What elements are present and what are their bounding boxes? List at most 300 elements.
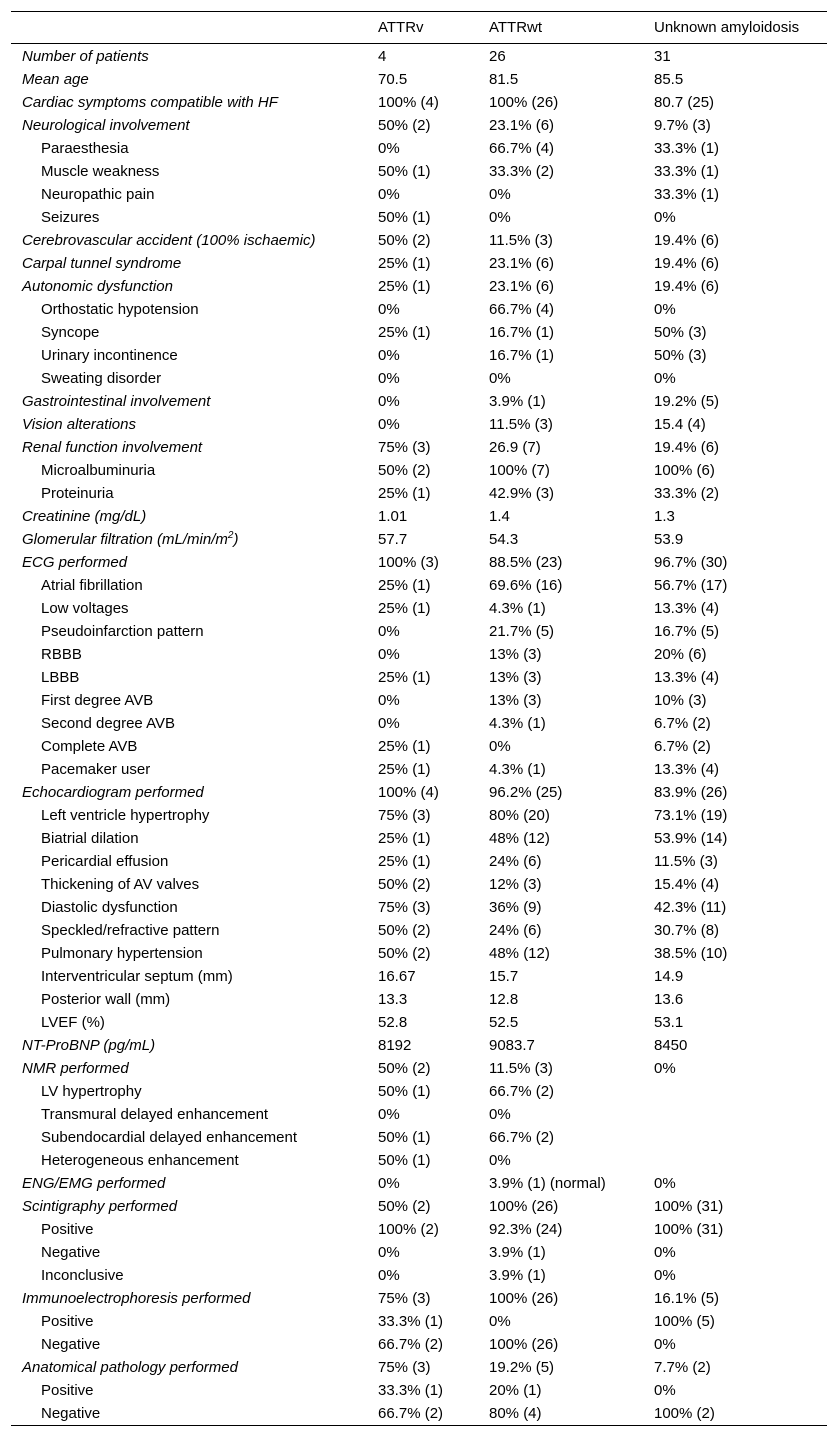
table-row (11, 1103, 827, 1126)
cell-attrwt: 36% (9) (489, 899, 542, 916)
row-label (11, 482, 378, 505)
row-label (11, 1218, 378, 1241)
row-label-text: Cardiac symptoms compatible with HF (22, 94, 278, 111)
cell-attrv: 100% (2) (378, 1221, 439, 1238)
row-label (11, 367, 378, 390)
table-row (11, 1241, 827, 1264)
cell-unknown-amyloidosis: 50% (3) (654, 324, 707, 341)
cell-attrv: 50% (2) (378, 1060, 431, 1077)
cell-attrv: 66.7% (2) (378, 1336, 444, 1353)
row-label-text: Pseudoinfarction pattern (41, 623, 204, 640)
row-label (11, 643, 378, 666)
row-label (11, 942, 378, 965)
cell-unknown-amyloidosis: 85.5 (654, 71, 684, 88)
table-row (11, 666, 827, 689)
cell-attrv: 100% (3) (378, 554, 439, 571)
cell-attrwt: 24% (6) (489, 922, 542, 939)
cell-attrv: 0% (378, 623, 400, 640)
cell-unknown-amyloidosis: 15.4 (4) (654, 416, 706, 433)
row-label (11, 114, 378, 137)
table-row (11, 1057, 827, 1080)
cell-attrwt: 4.3% (1) (489, 600, 546, 617)
cell-unknown-amyloidosis: 6.7% (2) (654, 715, 711, 732)
table-row (11, 91, 827, 114)
row-label-text: RBBB (41, 646, 82, 663)
row-label (11, 160, 378, 183)
cell-attrv: 25% (1) (378, 324, 431, 341)
table-row (11, 1379, 827, 1402)
cell-unknown-amyloidosis: 0% (654, 301, 676, 318)
cell-attrwt: 23.1% (6) (489, 117, 555, 134)
row-label (11, 1310, 378, 1333)
row-label-text: Number of patients (22, 48, 149, 65)
cell-attrwt: 23.1% (6) (489, 278, 555, 295)
cell-attrwt: 12.8 (489, 991, 519, 1008)
cell-unknown-amyloidosis: 30.7% (8) (654, 922, 720, 939)
cell-attrv: 25% (1) (378, 669, 431, 686)
cell-attrv: 100% (4) (378, 784, 439, 801)
row-label-text: Carpal tunnel syndrome (22, 255, 182, 272)
cell-attrwt: 66.7% (2) (489, 1129, 555, 1146)
cell-unknown-amyloidosis: 50% (3) (654, 347, 707, 364)
results-table (11, 11, 827, 1426)
table-row (11, 896, 827, 919)
row-label (11, 965, 378, 988)
row-label-text: Subendocardial delayed enhancement (41, 1129, 298, 1146)
cell-attrwt: 4.3% (1) (489, 761, 546, 778)
cell-attrv: 66.7% (2) (378, 1405, 444, 1422)
cell-attrwt: 26.9 (7) (489, 439, 541, 456)
row-label (11, 1149, 378, 1172)
cell-attrv: 25% (1) (378, 830, 431, 847)
table-row (11, 1034, 827, 1057)
cell-attrwt: 24% (6) (489, 853, 542, 870)
cell-unknown-amyloidosis: 0% (654, 370, 676, 387)
cell-attrwt: 11.5% (3) (489, 416, 553, 433)
cell-unknown-amyloidosis: 53.1 (654, 1014, 684, 1031)
row-label-text: First degree AVB (41, 692, 154, 709)
cell-unknown-amyloidosis: 33.3% (2) (654, 485, 720, 502)
cell-attrwt: 0% (489, 1152, 511, 1169)
cell-unknown-amyloidosis: 100% (31) (654, 1221, 724, 1238)
cell-attrwt: 4.3% (1) (489, 715, 546, 732)
cell-attrwt: 0% (489, 209, 511, 226)
column-header-attrv: ATTRv (378, 19, 424, 36)
row-label-text: Inconclusive (41, 1267, 124, 1284)
table-row (11, 942, 827, 965)
row-label-text: Thickening of AV valves (41, 876, 200, 893)
table-row (11, 413, 827, 436)
row-label (11, 804, 378, 827)
cell-unknown-amyloidosis: 8450 (654, 1037, 688, 1054)
cell-attrv: 50% (2) (378, 1198, 431, 1215)
row-label-text: Negative (41, 1336, 101, 1353)
table-row (11, 44, 827, 69)
row-label (11, 781, 378, 804)
cell-unknown-amyloidosis: 56.7% (17) (654, 577, 728, 594)
cell-attrv: 0% (378, 646, 400, 663)
cell-attrwt: 3.9% (1) (normal) (489, 1175, 606, 1192)
row-label (11, 1011, 378, 1034)
cell-attrwt: 80% (20) (489, 807, 550, 824)
cell-attrwt: 52.5 (489, 1014, 519, 1031)
column-header-label (11, 12, 378, 44)
row-label-text: Sweating disorder (41, 370, 162, 387)
cell-attrv: 0% (378, 416, 400, 433)
row-label (11, 1333, 378, 1356)
row-label (11, 1057, 378, 1080)
row-label (11, 689, 378, 712)
row-label-text: Neuropathic pain (41, 186, 155, 203)
row-label (11, 988, 378, 1011)
cell-unknown-amyloidosis: 38.5% (10) (654, 945, 728, 962)
row-label-text: ECG performed (22, 554, 128, 571)
row-label-text: Heterogeneous enhancement (41, 1152, 239, 1169)
row-label-text: Microalbuminuria (41, 462, 156, 479)
cell-unknown-amyloidosis (654, 1149, 827, 1172)
row-label (11, 1080, 378, 1103)
cell-attrv: 1.01 (378, 508, 408, 525)
cell-attrv: 25% (1) (378, 600, 431, 617)
cell-attrwt: 81.5 (489, 71, 519, 88)
cell-attrv: 33.3% (1) (378, 1313, 444, 1330)
cell-attrv: 25% (1) (378, 255, 431, 272)
cell-attrv: 25% (1) (378, 853, 431, 870)
row-label-text: Orthostatic hypotension (41, 301, 199, 318)
row-label (11, 206, 378, 229)
row-label-text: NMR performed (22, 1060, 129, 1077)
table-row (11, 390, 827, 413)
row-label (11, 1264, 378, 1287)
cell-attrv: 50% (1) (378, 209, 431, 226)
cell-attrwt: 100% (7) (489, 462, 550, 479)
table-row (11, 1356, 827, 1379)
row-label-text: Biatrial dilation (41, 830, 139, 847)
cell-attrwt: 3.9% (1) (489, 1267, 546, 1284)
cell-attrwt: 80% (4) (489, 1405, 542, 1422)
row-label-text: Paraesthesia (41, 140, 129, 157)
table-row (11, 344, 827, 367)
table-row (11, 758, 827, 781)
cell-unknown-amyloidosis: 10% (3) (654, 692, 707, 709)
row-label-text: Positive (41, 1313, 94, 1330)
row-label-text: Immunoelectrophoresis performed (22, 1290, 251, 1307)
row-label (11, 758, 378, 781)
cell-attrwt: 96.2% (25) (489, 784, 563, 801)
cell-unknown-amyloidosis: 100% (2) (654, 1405, 715, 1422)
cell-attrv: 33.3% (1) (378, 1382, 444, 1399)
cell-attrwt: 26 (489, 48, 506, 65)
cell-attrwt: 100% (26) (489, 94, 559, 111)
row-label-text: LVEF (%) (41, 1014, 105, 1031)
table-row (11, 827, 827, 850)
cell-unknown-amyloidosis: 19.4% (6) (654, 255, 720, 272)
cell-attrv: 50% (1) (378, 1083, 431, 1100)
row-label-text: NT-ProBNP (pg/mL) (22, 1037, 156, 1054)
table-row (11, 1080, 827, 1103)
cell-attrv: 4 (378, 48, 387, 65)
table-row (11, 229, 827, 252)
cell-attrv: 50% (2) (378, 876, 431, 893)
table-row (11, 1402, 827, 1426)
cell-unknown-amyloidosis: 19.4% (6) (654, 232, 720, 249)
table-row (11, 735, 827, 758)
cell-attrv: 0% (378, 370, 400, 387)
table-row (11, 68, 827, 91)
row-label-superscript: 2 (227, 530, 234, 541)
table-row (11, 482, 827, 505)
cell-attrv: 50% (1) (378, 1152, 431, 1169)
table-row (11, 1149, 827, 1172)
table-row (11, 528, 827, 551)
cell-attrv: 75% (3) (378, 1290, 431, 1307)
cell-unknown-amyloidosis: 16.1% (5) (654, 1290, 720, 1307)
cell-attrwt: 92.3% (24) (489, 1221, 563, 1238)
row-label (11, 919, 378, 942)
row-label-text: Cerebrovascular accident (100% ischaemic) (22, 232, 316, 249)
row-label-text: Autonomic dysfunction (22, 278, 173, 295)
cell-unknown-amyloidosis: 7.7% (2) (654, 1359, 711, 1376)
cell-unknown-amyloidosis: 100% (6) (654, 462, 715, 479)
table-row (11, 1264, 827, 1287)
cell-attrwt: 69.6% (16) (489, 577, 563, 594)
row-label-text: Seizures (41, 209, 100, 226)
cell-attrv: 25% (1) (378, 738, 431, 755)
cell-unknown-amyloidosis: 6.7% (2) (654, 738, 711, 755)
cell-unknown-amyloidosis: 80.7 (25) (654, 94, 715, 111)
row-label-text: ENG/EMG performed (22, 1175, 166, 1192)
cell-attrv: 50% (2) (378, 462, 431, 479)
row-label (11, 620, 378, 643)
cell-attrwt: 0% (489, 1313, 511, 1330)
cell-attrv: 0% (378, 301, 400, 318)
row-label (11, 735, 378, 758)
row-label (11, 252, 378, 275)
cell-attrwt: 11.5% (3) (489, 1060, 553, 1077)
row-label (11, 390, 378, 413)
row-label-text: Mean age (22, 71, 89, 88)
table-row (11, 1126, 827, 1149)
cell-attrv: 50% (2) (378, 117, 431, 134)
cell-attrv: 0% (378, 1175, 400, 1192)
row-label (11, 183, 378, 206)
row-label (11, 68, 378, 91)
table-row (11, 436, 827, 459)
row-label (11, 827, 378, 850)
row-label-text: Syncope (41, 324, 100, 341)
cell-unknown-amyloidosis: 0% (654, 209, 676, 226)
row-label-text: Urinary incontinence (41, 347, 178, 364)
table-row (11, 1195, 827, 1218)
cell-attrwt: 11.5% (3) (489, 232, 553, 249)
cell-unknown-amyloidosis: 53.9% (14) (654, 830, 728, 847)
cell-unknown-amyloidosis: 0% (654, 1060, 676, 1077)
cell-unknown-amyloidosis: 13.3% (4) (654, 600, 720, 617)
table-row (11, 643, 827, 666)
row-label-text: Transmural delayed enhancement (41, 1106, 269, 1123)
cell-attrv: 16.67 (378, 968, 416, 985)
cell-attrwt: 0% (489, 370, 511, 387)
cell-attrwt: 100% (26) (489, 1290, 559, 1307)
row-label (11, 344, 378, 367)
cell-unknown-amyloidosis: 0% (654, 1382, 676, 1399)
cell-unknown-amyloidosis: 19.4% (6) (654, 278, 720, 295)
row-label-text: Gastrointestinal involvement (22, 393, 211, 410)
cell-attrv: 50% (2) (378, 945, 431, 962)
table-row (11, 1287, 827, 1310)
row-label (11, 850, 378, 873)
table-row (11, 1310, 827, 1333)
cell-attrv: 25% (1) (378, 485, 431, 502)
row-label (11, 1126, 378, 1149)
table-row (11, 804, 827, 827)
row-label-text: Pericardial effusion (41, 853, 169, 870)
cell-attrv: 0% (378, 347, 400, 364)
column-header-unknown-amyloidosis: Unknown amyloidosis (654, 19, 800, 36)
table-row (11, 252, 827, 275)
row-label-text: Muscle weakness (41, 163, 160, 180)
cell-attrwt: 23.1% (6) (489, 255, 555, 272)
row-label-text: Positive (41, 1382, 94, 1399)
cell-attrwt: 13% (3) (489, 692, 542, 709)
table-row (11, 620, 827, 643)
table-row (11, 850, 827, 873)
cell-attrv: 0% (378, 140, 400, 157)
row-label (11, 712, 378, 735)
table-row (11, 367, 827, 390)
cell-unknown-amyloidosis: 13.3% (4) (654, 761, 720, 778)
row-label (11, 1287, 378, 1310)
cell-unknown-amyloidosis: 33.3% (1) (654, 186, 720, 203)
row-label (11, 459, 378, 482)
cell-attrwt: 88.5% (23) (489, 554, 563, 571)
cell-attrwt: 3.9% (1) (489, 1244, 546, 1261)
row-label-text: Negative (41, 1405, 101, 1422)
cell-attrwt: 42.9% (3) (489, 485, 555, 502)
cell-attrv: 50% (2) (378, 232, 431, 249)
cell-attrwt: 3.9% (1) (489, 393, 546, 410)
row-label (11, 1356, 378, 1379)
cell-unknown-amyloidosis: 19.2% (5) (654, 393, 720, 410)
table-row (11, 1333, 827, 1356)
table-row (11, 505, 827, 528)
row-label-text: Negative (41, 1244, 101, 1261)
row-label-text: Posterior wall (mm) (41, 991, 171, 1008)
cell-attrwt: 19.2% (5) (489, 1359, 555, 1376)
row-label-text: Pulmonary hypertension (41, 945, 203, 962)
cell-unknown-amyloidosis: 53.9 (654, 531, 684, 548)
table-row (11, 597, 827, 620)
cell-attrwt: 13% (3) (489, 646, 542, 663)
cell-attrv: 100% (4) (378, 94, 439, 111)
table-row (11, 919, 827, 942)
row-label-text: Low voltages (41, 600, 129, 617)
table-body (11, 44, 827, 1426)
table-row (11, 160, 827, 183)
cell-attrv: 57.7 (378, 531, 408, 548)
cell-attrv: 75% (3) (378, 899, 431, 916)
row-label (11, 137, 378, 160)
cell-unknown-amyloidosis: 16.7% (5) (654, 623, 720, 640)
row-label (11, 505, 378, 528)
row-label (11, 1103, 378, 1126)
row-label-text: Neurological involvement (22, 117, 190, 134)
cell-attrv: 25% (1) (378, 577, 431, 594)
cell-unknown-amyloidosis: 14.9 (654, 968, 684, 985)
row-label (11, 1034, 378, 1057)
table-row (11, 574, 827, 597)
cell-unknown-amyloidosis: 33.3% (1) (654, 140, 720, 157)
cell-unknown-amyloidosis: 100% (31) (654, 1198, 724, 1215)
cell-unknown-amyloidosis: 11.5% (3) (654, 853, 718, 870)
header-row (11, 12, 827, 44)
row-label-text: Speckled/refractive pattern (41, 922, 220, 939)
cell-attrv: 52.8 (378, 1014, 408, 1031)
row-label (11, 275, 378, 298)
cell-unknown-amyloidosis: 1.3 (654, 508, 675, 525)
cell-attrv: 25% (1) (378, 278, 431, 295)
table-row (11, 206, 827, 229)
cell-attrwt: 0% (489, 186, 511, 203)
cell-attrv: 8192 (378, 1037, 412, 1054)
row-label (11, 666, 378, 689)
table-row (11, 689, 827, 712)
row-label-text: Glomerular filtration (mL/min/m (22, 531, 228, 548)
cell-attrwt: 0% (489, 738, 511, 755)
table-row (11, 712, 827, 735)
row-label (11, 229, 378, 252)
cell-unknown-amyloidosis (654, 1126, 827, 1149)
cell-attrwt: 66.7% (2) (489, 1083, 555, 1100)
row-label (11, 1172, 378, 1195)
cell-unknown-amyloidosis: 15.4% (4) (654, 876, 720, 893)
row-label-text: Echocardiogram performed (22, 784, 204, 801)
cell-attrwt: 16.7% (1) (489, 347, 555, 364)
table-row (11, 298, 827, 321)
row-label-suffix: ) (233, 531, 239, 548)
cell-attrwt: 100% (26) (489, 1198, 559, 1215)
cell-unknown-amyloidosis: 73.1% (19) (654, 807, 728, 824)
cell-attrv: 70.5 (378, 71, 408, 88)
cell-attrwt: 1.4 (489, 508, 510, 525)
cell-attrwt: 66.7% (4) (489, 140, 555, 157)
cell-unknown-amyloidosis: 83.9% (26) (654, 784, 728, 801)
row-label (11, 1241, 378, 1264)
cell-attrwt: 13% (3) (489, 669, 542, 686)
cell-attrv: 75% (3) (378, 1359, 431, 1376)
cell-unknown-amyloidosis: 0% (654, 1267, 676, 1284)
cell-attrv: 0% (378, 1244, 400, 1261)
cell-attrwt: 15.7 (489, 968, 519, 985)
row-label-text: Diastolic dysfunction (41, 899, 178, 916)
row-label (11, 91, 378, 114)
row-label-text: Interventricular septum (mm) (41, 968, 233, 985)
row-label-text: Scintigraphy performed (22, 1198, 178, 1215)
cell-unknown-amyloidosis: 20% (6) (654, 646, 707, 663)
cell-attrv: 25% (1) (378, 761, 431, 778)
cell-attrv: 50% (1) (378, 1129, 431, 1146)
row-label (11, 1195, 378, 1218)
cell-attrv: 0% (378, 1106, 400, 1123)
cell-attrwt: 33.3% (2) (489, 163, 555, 180)
table-row (11, 551, 827, 574)
cell-unknown-amyloidosis: 19.4% (6) (654, 439, 720, 456)
cell-attrv: 0% (378, 1267, 400, 1284)
row-label-text: Pacemaker user (41, 761, 151, 778)
cell-attrwt: 0% (489, 1106, 511, 1123)
row-label (11, 298, 378, 321)
cell-unknown-amyloidosis (654, 1080, 827, 1103)
